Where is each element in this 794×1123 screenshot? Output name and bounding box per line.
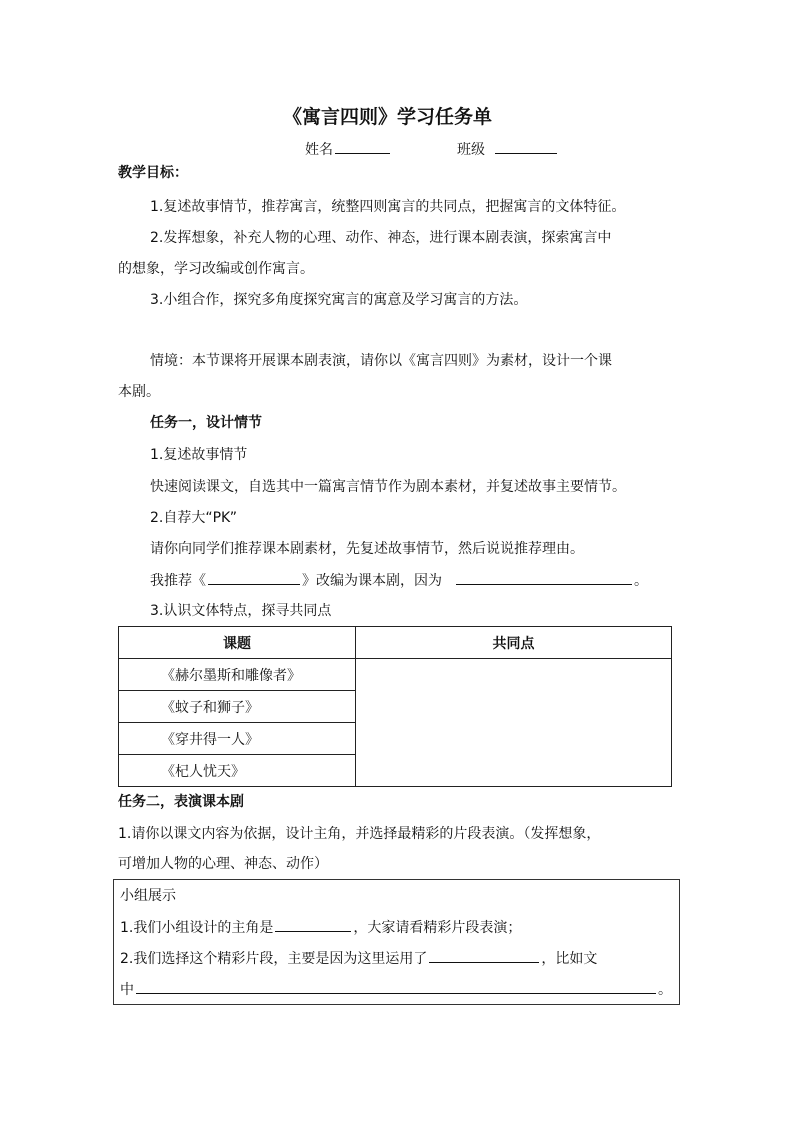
example-blank[interactable] <box>136 979 656 994</box>
situation-line-1: 情境：本节课将开展课本剧表演，请你以《寓言四则》为素材，设计一个课 <box>150 353 612 369</box>
task1-step1-text: 快速阅读课文，自选其中一篇寓言情节作为剧本素材，并复述故事主要情节。 <box>150 479 626 495</box>
technique-suffix: ，比如文 <box>541 951 598 967</box>
table-header-topic: 课题 <box>119 627 356 659</box>
recommend-label-b: 》改编为课本剧，因为 <box>302 573 442 589</box>
recommend-line <box>150 570 648 591</box>
goal-2: 2.发挥想象，补充人物的心理、动作、神态，进行课本剧表演，探索寓言中 <box>150 230 612 246</box>
task1-step2-text: 请你向同学们推荐课本剧素材，先复述故事情节，然后说说推荐理由。 <box>150 541 584 557</box>
class-label: 班级 <box>457 142 485 158</box>
task1-step1-title: 1.复述故事情节 <box>150 447 248 463</box>
class-field <box>457 139 559 160</box>
technique-blank[interactable] <box>429 948 539 963</box>
group-display-line-2 <box>120 948 597 969</box>
page-title: 《寓言四则》学习任务单 <box>283 106 493 128</box>
table-header-common: 共同点 <box>356 627 672 659</box>
situation-line-2: 本剧。 <box>118 384 160 400</box>
recommend-label-a: 我推荐《 <box>150 573 206 589</box>
name-field <box>305 139 392 160</box>
common-points-answer-cell[interactable] <box>356 659 672 787</box>
goal-3: 3.小组合作，探究多角度探究寓言的寓意及学习寓言的方法。 <box>150 292 528 308</box>
goal-2-cont: 的想象，学习改编或创作寓言。 <box>118 261 314 277</box>
task1-step3-title: 3.认识文体特点，探寻共同点 <box>150 603 332 619</box>
protagonist-blank[interactable] <box>275 917 351 932</box>
task2-line-2: 可增加人物的心理、神态、动作） <box>118 856 328 872</box>
recommend-reason-blank[interactable] <box>456 570 632 585</box>
task2-heading: 任务二，表演课本剧 <box>118 794 244 810</box>
table-header-row <box>119 627 672 659</box>
goals-heading: 教学目标： <box>118 165 188 181</box>
table-cell-topic: 《杞人忧天》 <box>119 755 356 787</box>
technique-label: 2.我们选择这个精彩片段，主要是因为这里运用了 <box>120 951 428 967</box>
name-label: 姓名 <box>305 142 333 158</box>
common-points-table <box>118 626 672 787</box>
example-end: 。 <box>658 982 672 998</box>
table-row <box>119 659 672 691</box>
table-cell-topic: 《蚊子和狮子》 <box>119 691 356 723</box>
class-blank[interactable] <box>495 139 557 154</box>
group-display-title: 小组展示 <box>120 888 176 904</box>
recommend-end: 。 <box>634 573 648 589</box>
group-display-line-1 <box>120 917 521 938</box>
name-blank[interactable] <box>335 139 390 154</box>
task2-line-1: 1.请你以课文内容为依据，设计主角，并选择最精彩的片段表演。（发挥想象， <box>118 826 601 842</box>
protagonist-suffix: ，大家请看精彩片段表演； <box>353 920 522 936</box>
table-cell-topic: 《赫尔墨斯和雕像者》 <box>119 659 356 691</box>
protagonist-label: 1.我们小组设计的主角是 <box>120 920 274 936</box>
task1-step2-title: 2.自荐大“PK” <box>150 510 238 526</box>
recommend-title-blank[interactable] <box>208 570 300 585</box>
task1-heading: 任务一，设计情节 <box>150 415 262 431</box>
example-label: 中 <box>120 982 134 998</box>
table-cell-topic: 《穿井得一人》 <box>119 723 356 755</box>
goal-1: 1.复述故事情节，推荐寓言，统整四则寓言的共同点，把握寓言的文体特征。 <box>150 199 626 215</box>
group-display-line-3 <box>120 979 672 1000</box>
